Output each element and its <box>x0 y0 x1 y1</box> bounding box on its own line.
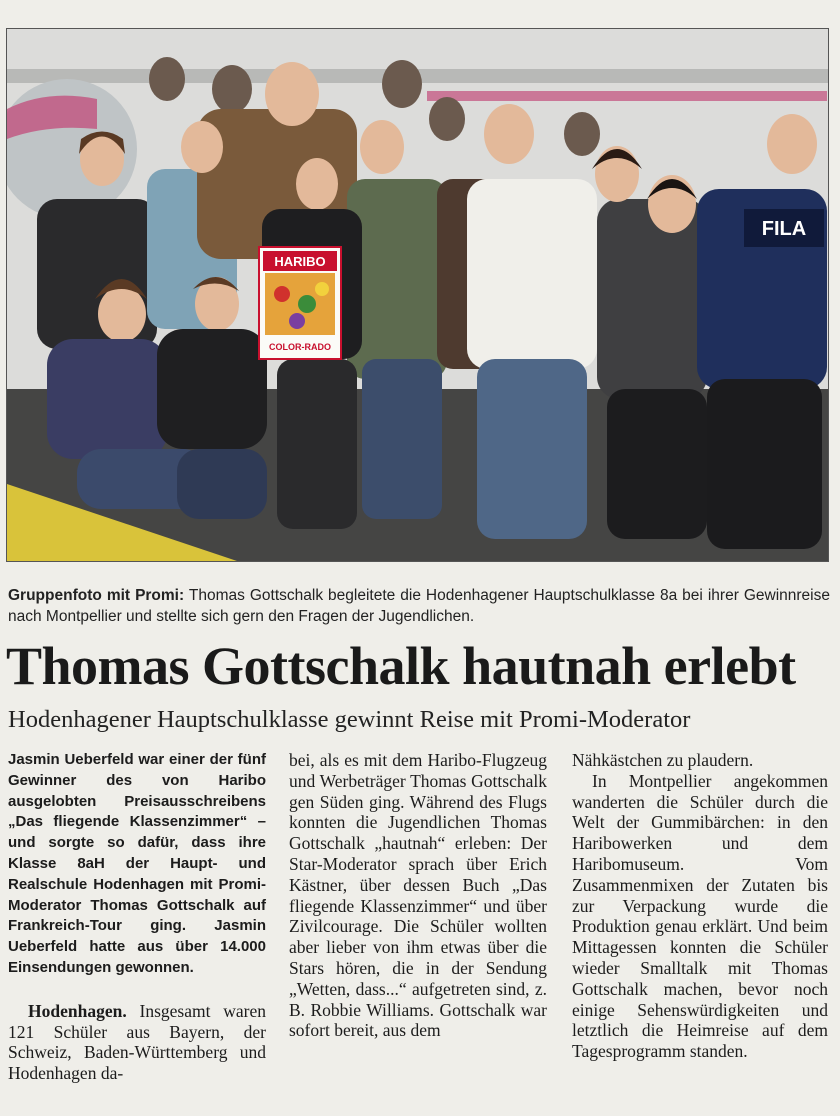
column-2-text: bei, als es mit dem Haribo-Flugzeug und Werbeträger Thomas Gottschalk gen Süden ging. Während des Flugs konnten die Jugendlichen Thomas Gottschalk „hautnah“ erleben: Der Star-Moderator sprach über Erich Kästner, über dessen Buch „Das fliegende Klassenzimmer“ und über Zivilcourage. Die Schüler wollten aber lieber von ihm etwas über die Stars hören, die in der Sendung „Wetten, dass...“ aufgetreten sind, z. B. Robbie Williams. Gottschalk war sofort bereit, aus dem <box>289 750 547 1041</box>
haribo-sign <box>259 247 341 359</box>
article-body-paragraph <box>8 1001 266 1084</box>
article-column-1 <box>8 750 266 1084</box>
article-column-2 <box>289 750 547 1041</box>
caption-text: Thomas Gottschalk begleitete die Hodenhagener Hauptschulklasse 8a bei ihrer Gewinnreise nach Montpellier und stellte sich gern den Fragen der Jugendlichen. <box>8 587 830 625</box>
shirt-logo-text: FILA <box>761 218 807 240</box>
group-photo-illustration <box>7 29 828 561</box>
photo-caption <box>8 585 830 627</box>
sign-top-text: HARIBO <box>274 254 326 269</box>
article-column-3 <box>572 750 828 1062</box>
column-3-paragraph-2: In Montpellier angekommen wanderten die Schüler durch die Welt der Gummibärchen: in den Haribowerken und dem Haribomuseum. Vom Zusammenmixen der Zutaten bis zur Verpackung wurde die Produktion genau erklärt. Und beim Mittagessen konnten die Schüler wieder Smalltalk mit Thomas Gottschalk machen, bevor noch einige Sehenswürdigkeiten und letztlich die Heimreise auf dem Tagesprogramm standen. <box>572 770 828 1062</box>
sign-bottom-text: COLOR-RADO <box>269 342 331 352</box>
column-1-text: Insgesamt waren 121 Schüler aus Bayern, der Schweiz, Baden-Württemberg und Hodenhagen da- <box>8 1000 266 1084</box>
fila-logo <box>744 209 824 247</box>
dateline: Hodenhagen. <box>28 1000 127 1021</box>
headline: Thomas Gottschalk hautnah erlebt <box>6 636 796 696</box>
caption-lead: Gruppenfoto mit Promi: <box>8 587 185 604</box>
column-3-paragraph-1: Nähkästchen zu plaudern. <box>572 750 754 770</box>
group-photo <box>6 28 829 562</box>
article-intro: Jasmin Ueberfeld war einer der fünf Gewinner des von Haribo ausgelobten Preisausschreibens „Das fliegende Klassenzimmer“ – und sorgte so dafür, dass ihre Klasse 8aH der Haupt- und Realschule Hodenhagen mit Promi-Moderator Thomas Gottschalk auf Frankreich-Tour ging. Jasmin Ueberfeld hatte aus über 14.000 Einsendungen gewonnen. <box>8 751 266 976</box>
subheadline: Hodenhagener Hauptschulklasse gewinnt Reise mit Promi-Moderator <box>8 706 691 733</box>
